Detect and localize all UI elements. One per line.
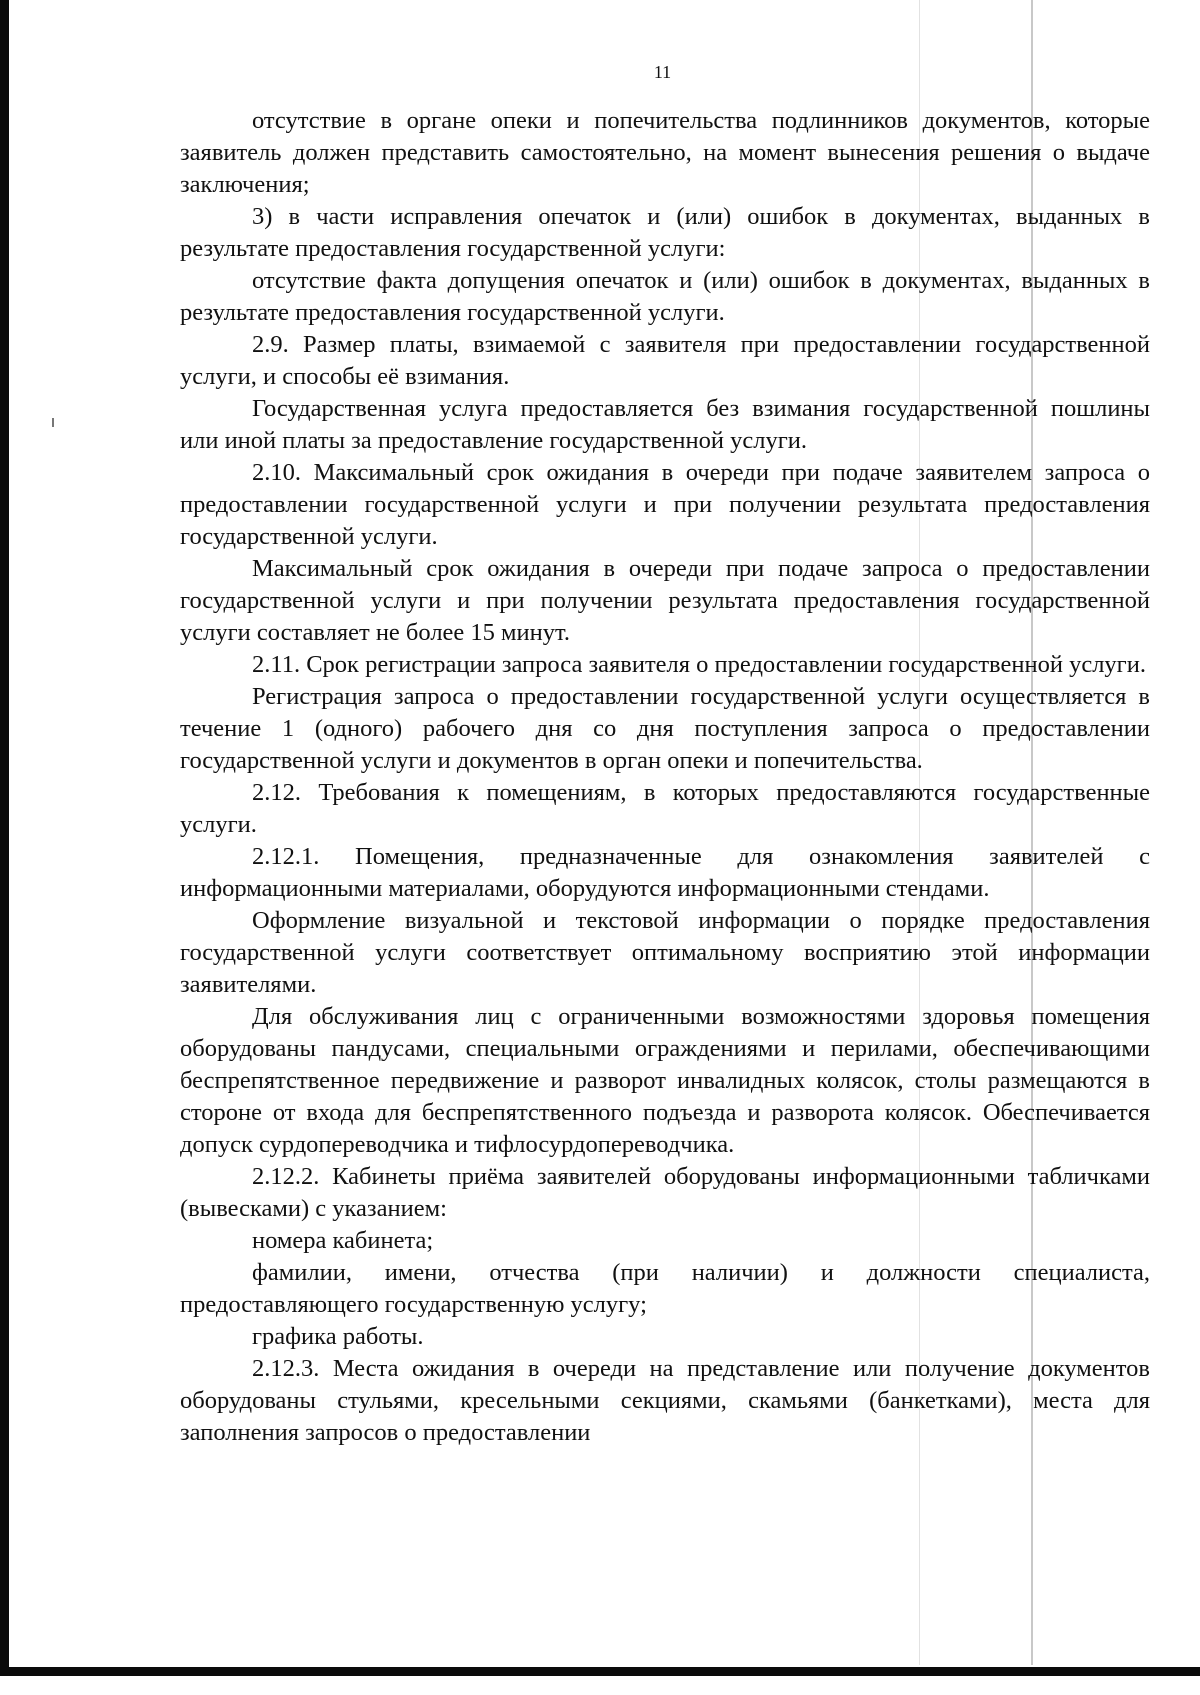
paragraph: 2.12.2. Кабинеты приёма заявителей оборудованы информационными табличками (вывесками) с указанием: bbox=[180, 1163, 1150, 1222]
paragraph: 2.11. Срок регистрации запроса заявителя о предоставлении государственной услуги. bbox=[252, 651, 1146, 678]
paragraph: Для обслуживания лиц с ограниченными возможностями здоровья помещения оборудованы пандусами, специальными ограждениями и перилами, обеспечивающими беспрепятственное передвижение и разворот инвалидных колясок, столы размещаются в стороне от входа для беспрепятственного подъезда и разворота колясок. Обеспечивается допуск сурдопереводчика и тифлосурдопереводчика. bbox=[180, 1003, 1150, 1158]
page-number: 11 bbox=[653, 62, 672, 82]
paragraph: 2.9. Размер платы, взимаемой с заявителя при предоставлении государственной услуги, и способы её взимания. bbox=[180, 331, 1150, 390]
paragraph: 3) в части исправления опечаток и (или) ошибок в документах, выданных в результате предоставления государственной услуги: bbox=[180, 203, 1150, 262]
paragraph: 2.12.3. Места ожидания в очереди на представление или получение документов оборудованы стульями, кресельными секциями, скамьями (банкетками), места для заполнения запросов о предоставлении bbox=[180, 1355, 1150, 1446]
scan-edge-left bbox=[0, 0, 9, 1670]
paragraph: 2.12.1. Помещения, предназначенные для ознакомления заявителей с информационными материалами, оборудуются информационными стендами. bbox=[180, 843, 1150, 902]
paragraph: отсутствие факта допущения опечаток и (или) ошибок в документах, выданных в результате предоставления государственной услуги. bbox=[180, 267, 1150, 326]
document-body bbox=[180, 105, 1150, 1449]
paragraph: 2.10. Максимальный срок ожидания в очереди при подаче заявителем запроса о предоставлении государственной услуги и при получении результата предоставления государственной услуги. bbox=[180, 459, 1150, 550]
list-item: фамилии, имени, отчества (при наличии) и должности специалиста, предоставляющего государственную услугу; bbox=[180, 1259, 1150, 1318]
paragraph: 2.12. Требования к помещениям, в которых предоставляются государственные услуги. bbox=[180, 779, 1150, 838]
paragraph: Максимальный срок ожидания в очереди при подаче запроса о предоставлении государственной услуги и при получении результата предоставления государственной услуги составляет не более 15 минут. bbox=[180, 555, 1150, 646]
paragraph: Регистрация запроса о предоставлении государственной услуги осуществляется в течение 1 (одного) рабочего дня со дня поступления запроса о предоставлении государственной услуги и документов в орган опеки и попечительства. bbox=[180, 683, 1150, 774]
list-item: графика работы. bbox=[252, 1323, 424, 1350]
paragraph: Государственная услуга предоставляется без взимания государственной пошлины или иной платы за предоставление государственной услуги. bbox=[180, 395, 1150, 454]
paragraph: отсутствие в органе опеки и попечительства подлинников документов, которые заявитель должен представить самостоятельно, на момент вынесения решения о выдаче заключения; bbox=[180, 107, 1150, 198]
scan-edge-bottom bbox=[0, 1667, 1200, 1676]
paragraph: Оформление визуальной и текстовой информации о порядке предоставления государственной услуги соответствует оптимальному восприятию этой информации заявителями. bbox=[180, 907, 1150, 998]
scan-speck bbox=[52, 418, 54, 427]
list-item: номера кабинета; bbox=[252, 1227, 434, 1254]
